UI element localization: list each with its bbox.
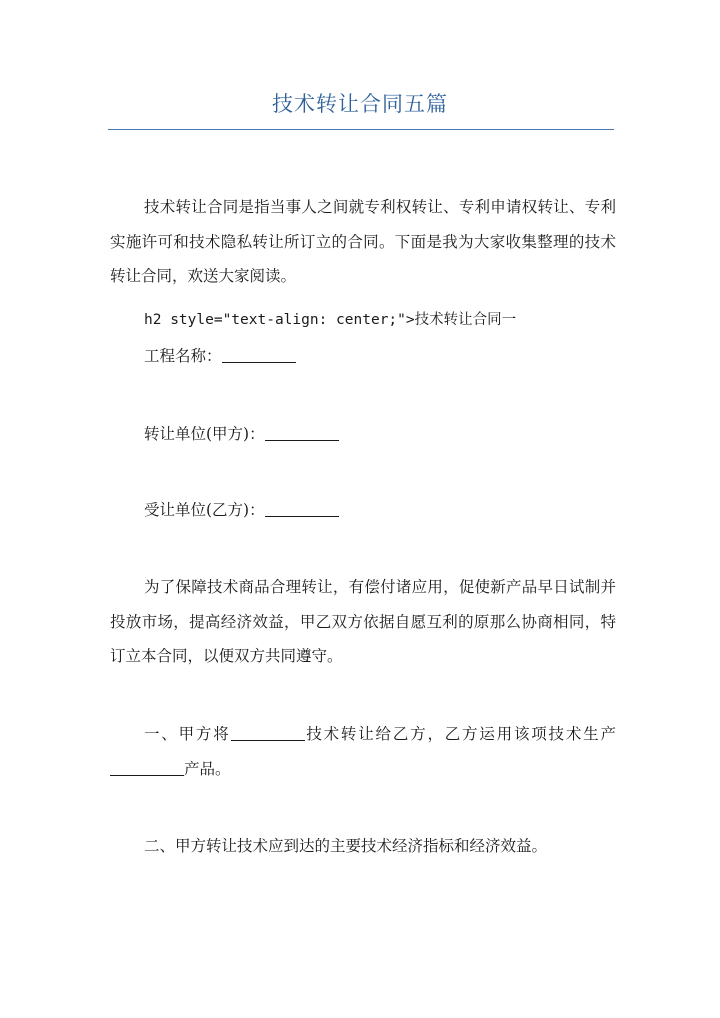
project-name-label: 工程名称：	[144, 347, 222, 365]
clause-1-blank-technology	[231, 725, 305, 742]
intro-paragraph: 技术转让合同是指当事人之间就专利权转让、专利申请权转让、专利实施许可和技术隐私转让所订立的合同。下面是我为大家收集整理的技术转让合同，欢送大家阅读。	[110, 198, 616, 285]
title-underline	[108, 129, 614, 130]
transferor-blank	[265, 425, 339, 442]
section-heading-raw	[144, 303, 516, 338]
clause-1-part-3: 产品。	[184, 759, 231, 778]
project-name-blank	[222, 347, 296, 364]
transferee-blank	[265, 501, 339, 518]
clause-1-part-1: 一、甲方将	[144, 725, 231, 743]
section-heading-text: h2 style="text-align: center;">技术转让合同一	[144, 312, 517, 328]
clause-1-part-2: 技术转让给乙方，乙方运用该项技术生产	[304, 725, 616, 743]
transferor-line	[144, 417, 339, 452]
transferee-line	[144, 493, 339, 528]
project-name-line	[144, 339, 296, 374]
document-title: 技术转让合同五篇	[272, 92, 448, 116]
transferee-label: 受让单位(乙方)：	[144, 501, 265, 519]
clause-2-line: 二、甲方转让技术应到达的主要技术经济指标和经济效益。	[144, 837, 548, 855]
transferor-label: 转让单位(甲方)：	[144, 425, 265, 443]
clause-1-blank-product	[110, 759, 184, 776]
clause-1-paragraph	[110, 717, 616, 786]
purpose-paragraph: 为了保障技术商品合理转让，有偿付诸应用，促使新产品早日试制并投放市场，提高经济效益，甲乙双方依据自愿互利的原那么协商相同，特订立本合同，以便双方共同遵守。	[110, 578, 616, 665]
